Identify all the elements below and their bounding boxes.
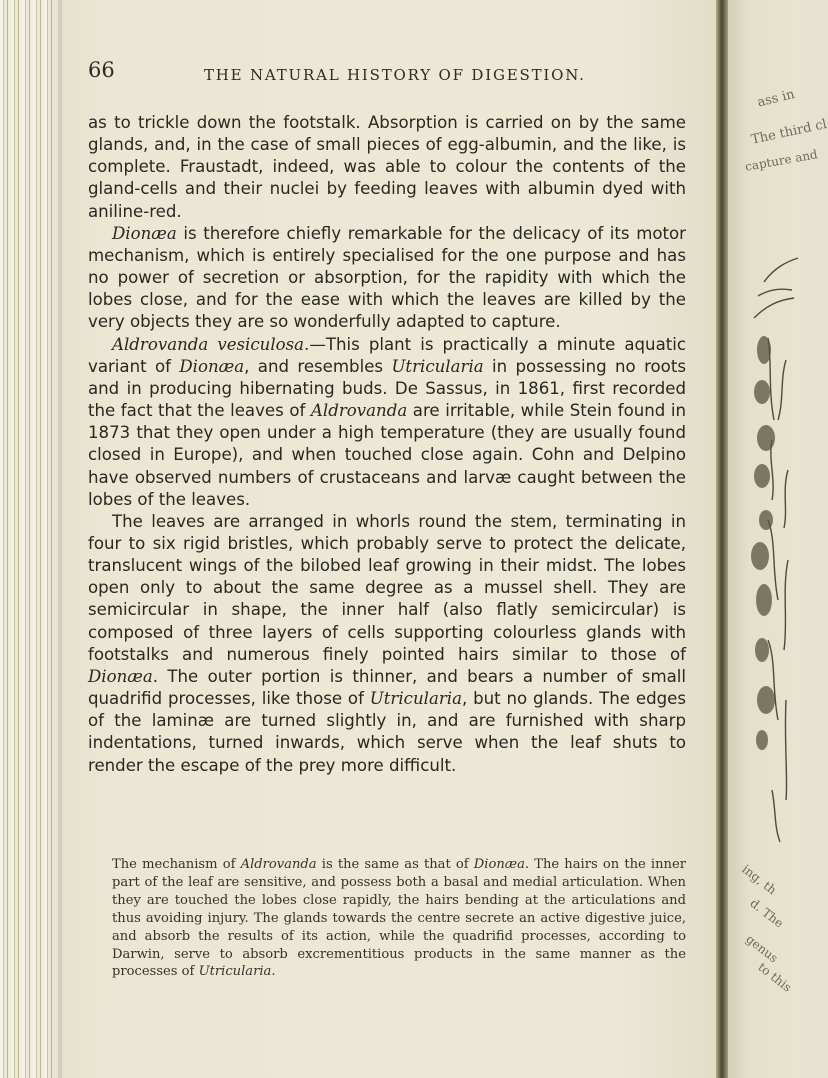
next-page-text-fragment: ass in (756, 86, 797, 111)
next-page-text-fragment: to this (755, 960, 795, 995)
paragraph: Dionæa is therefore chiefly remarkable for the delicacy of its motor mechanism, which is entirely specialised for the one purpose and has no power of secretion or absorption, for the rapidity with which the lobes close, and for the ease with which the leaves are killed by the very objects they are so wonderfully adapted to capture. (88, 223, 686, 332)
next-page-text-fragment: The third cl (750, 117, 828, 148)
next-page-text-fragment: ing, th (739, 862, 780, 898)
paragraph: Aldrovanda vesiculosa.—This plant is practically a minute aquatic variant of Dionæa, and resembles Utricularia in possessing no roots and in producing hibernating buds. De Sassus, in 1861, first recorded the fact that the leaves of Aldrovanda are irritable, while Stein found in 1873 that they open under a high temperature (they are usually found closed in Europe), and when touched close again. Cohn and Delpino have observed numbers of crustaceans and larvæ caught between the lobes of the leaves. (88, 334, 686, 509)
next-page-text-fragment: d. The (747, 896, 787, 931)
footnote: The mechanism of Aldrovanda is the same as that of Dionæa. The hairs on the inner part of the leaf are sensitive, and possess both a basal and medial articulation. When they are touched the lobes close rapidly, the hairs bending at the articulations and thus avoiding injury. The glands towards the centre secrete an active digestive juice, and absorb the results of its action, while the quadrifid processes, according to Darwin, serve to absorb excrementitious products in the same manner as the processes of Utricularia. (112, 857, 686, 980)
paragraph: The leaves are arranged in whorls round the stem, terminating in four to six rigid bristles, which probably serve to protect the delicate, translucent wings of the bilobed leaf growing in their midst. The lobes open only to about the same degree as a mussel shell. They are semicircular in shape, the inner half (also flatly semicircular) is composed of three layers of cells supporting colourless glands with footstalks and numerous finely pointed hairs similar to those of Dionæa. The outer portion is thinner, and bears a number of small quadrifid processes, like those of Utricularia, but no glands. The edges of the laminæ are turned slightly in, and are furnished with sharp indentations, turned inwards, which serve when the leaf shuts to render the escape of the prey more difficult. (88, 511, 686, 775)
page-edge-shadow (716, 0, 728, 1078)
page-number: 66 (88, 58, 115, 82)
paragraph: as to trickle down the footstalk. Absorption is carried on by the same glands, and, in the case of small pieces of egg-albumin, and the like, is complete. Fraustadt, indeed, was able to colour the contents of the gland-cells and their nuclei by feeding leaves with albumin dyed with aniline-red. (88, 113, 686, 221)
body-text (88, 112, 686, 777)
gutter-shadow (48, 0, 62, 1078)
next-page-text-fragment: genus (743, 932, 781, 966)
running-head: THE NATURAL HISTORY OF DIGESTION. (204, 66, 586, 84)
next-page-text-fragment: capture and (744, 147, 819, 174)
